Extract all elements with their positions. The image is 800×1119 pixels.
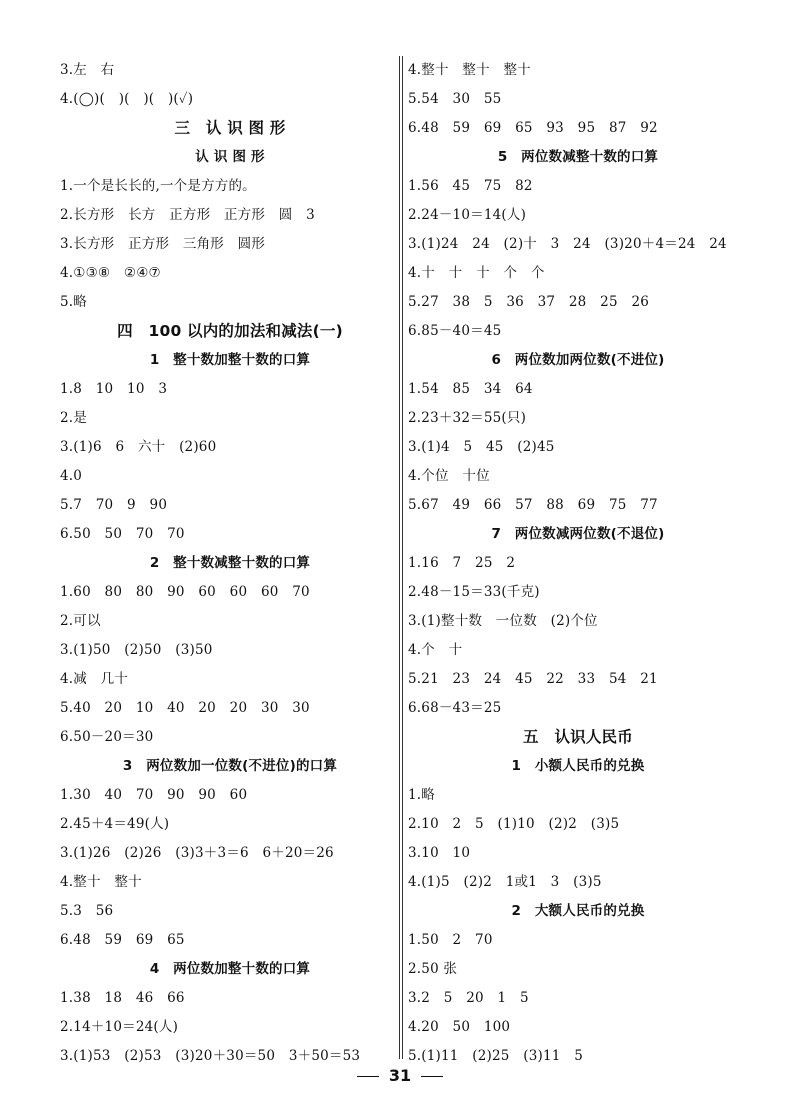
answer-line: 6.50－20＝30 bbox=[60, 729, 154, 745]
column-divider-line bbox=[399, 56, 400, 1059]
answer-line: 1.8 10 10 3 bbox=[60, 381, 168, 397]
section-heading: 5 两位数减整十数的口算 bbox=[497, 149, 659, 165]
answer-line: 1.56 45 75 82 bbox=[408, 178, 533, 194]
page-number: 31 bbox=[388, 1066, 412, 1085]
section-heading: 2 整十数减整十数的口算 bbox=[149, 555, 311, 571]
answer-line: 3.(1)4 5 45 (2)45 bbox=[408, 439, 555, 455]
answer-line: 2.14＋10＝24(人) bbox=[60, 1019, 179, 1035]
answer-line: 5.40 20 10 40 20 20 30 30 bbox=[60, 700, 310, 716]
section-heading: 3 两位数加一位数(不进位)的口算 bbox=[122, 758, 338, 774]
answer-line: 5.7 70 9 90 bbox=[60, 497, 168, 513]
left-column bbox=[60, 56, 400, 1071]
section-heading: 4 两位数加整十数的口算 bbox=[149, 961, 311, 977]
answer-line: 4.20 50 100 bbox=[408, 1019, 511, 1035]
answer-line: 1.60 80 80 90 60 60 60 70 bbox=[60, 584, 310, 600]
answer-line: 1.54 85 34 64 bbox=[408, 381, 533, 397]
chapter-heading: 四 100 以内的加法和减法(一) bbox=[117, 322, 343, 340]
answer-line: 1.略 bbox=[408, 787, 435, 803]
answer-line: 4.0 bbox=[60, 468, 83, 484]
section-heading: 6 两位数加两位数(不进位) bbox=[491, 352, 665, 368]
chapter-heading: 五 认识人民币 bbox=[523, 728, 633, 746]
section-heading: 认 识 图 形 bbox=[195, 149, 265, 165]
answer-line: 6.48 59 69 65 bbox=[60, 932, 185, 948]
answer-line: 3.(1)53 (2)53 (3)20＋30＝50 3＋50＝53 bbox=[60, 1048, 361, 1064]
section-heading: 2 大额人民币的兑换 bbox=[511, 903, 645, 919]
answer-line: 3.(1)6 6 六十 (2)60 bbox=[60, 439, 217, 455]
answer-line: 5.略 bbox=[60, 294, 87, 310]
column-divider-line-secondary bbox=[402, 56, 403, 1059]
answer-line: 5.67 49 66 57 88 69 75 77 bbox=[408, 497, 658, 513]
answer-line: 6.48 59 69 65 93 95 87 92 bbox=[408, 120, 658, 136]
answer-line: 4.整十 整十 整十 bbox=[408, 62, 531, 78]
section-heading: 7 两位数减两位数(不退位) bbox=[491, 526, 665, 542]
chapter-heading: 三 认 识 图 形 bbox=[174, 119, 286, 137]
answer-line: 4.十 十 十 个 个 bbox=[408, 265, 545, 281]
page-footer bbox=[0, 1066, 800, 1085]
section-heading: 1 整十数加整十数的口算 bbox=[149, 352, 311, 368]
answer-line: 5.27 38 5 36 37 28 25 26 bbox=[408, 294, 650, 310]
footer-dash-left bbox=[357, 1076, 379, 1077]
answer-line: 3.(1)整十数 一位数 (2)个位 bbox=[408, 613, 598, 629]
answer-line: 4.①③⑧ ②④⑦ bbox=[60, 265, 161, 281]
right-column bbox=[408, 56, 748, 1071]
answer-line: 3.(1)50 (2)50 (3)50 bbox=[60, 642, 213, 658]
answer-line: 5.3 56 bbox=[60, 903, 114, 919]
answer-line: 4.减 几十 bbox=[60, 671, 129, 687]
answer-line: 1.30 40 70 90 90 60 bbox=[60, 787, 248, 803]
answer-line: 2.23＋32＝55(只) bbox=[408, 410, 527, 426]
answer-line: 2.50 张 bbox=[408, 961, 458, 977]
answer-line: 1.50 2 70 bbox=[408, 932, 493, 948]
answer-line: 3.左 右 bbox=[60, 62, 115, 78]
answer-line: 2.48－15＝33(千克) bbox=[408, 584, 540, 600]
section-heading: 1 小额人民币的兑换 bbox=[511, 758, 645, 774]
answer-line: 2.10 2 5 (1)10 (2)2 (3)5 bbox=[408, 816, 620, 832]
answer-line: 6.85－40＝45 bbox=[408, 323, 502, 339]
answer-line: 3.2 5 20 1 5 bbox=[408, 990, 529, 1006]
answer-line: 5.(1)11 (2)25 (3)11 5 bbox=[408, 1048, 584, 1064]
answer-line: 6.50 50 70 70 bbox=[60, 526, 185, 542]
answer-line: 5.21 23 24 45 22 33 54 21 bbox=[408, 671, 658, 687]
answer-line: 2.长方形 长方 正方形 正方形 圆 3 bbox=[60, 207, 315, 223]
answer-line: 2.可以 bbox=[60, 613, 101, 629]
answer-line: 3.10 10 bbox=[408, 845, 471, 861]
answer-line: 6.68－43＝25 bbox=[408, 700, 502, 716]
answer-line: 1.一个是长长的,一个是方方的。 bbox=[60, 178, 256, 194]
answer-line: 2.24－10＝14(人) bbox=[408, 207, 527, 223]
answer-line: 2.45＋4＝49(人) bbox=[60, 816, 170, 832]
answer-line: 4.个位 十位 bbox=[408, 468, 490, 484]
answer-line: 1.16 7 25 2 bbox=[408, 555, 516, 571]
answer-line: 4.整十 整十 bbox=[60, 874, 142, 890]
answer-line: 3.(1)24 24 (2)十 3 24 (3)20＋4＝24 24 bbox=[408, 236, 727, 252]
footer-dash-right bbox=[421, 1076, 443, 1077]
answer-line: 4.(◯)( )( )( )(✓) bbox=[60, 91, 194, 107]
answer-line: 3.长方形 正方形 三角形 圆形 bbox=[60, 236, 266, 252]
answer-line: 3.(1)26 (2)26 (3)3＋3＝6 6＋20＝26 bbox=[60, 845, 334, 861]
answer-line: 5.54 30 55 bbox=[408, 91, 502, 107]
answer-line: 4.(1)5 (2)2 1或1 3 (3)5 bbox=[408, 874, 602, 890]
answer-line: 1.38 18 46 66 bbox=[60, 990, 185, 1006]
answer-line: 2.是 bbox=[60, 410, 87, 426]
answer-line: 4.个 十 bbox=[408, 642, 463, 658]
